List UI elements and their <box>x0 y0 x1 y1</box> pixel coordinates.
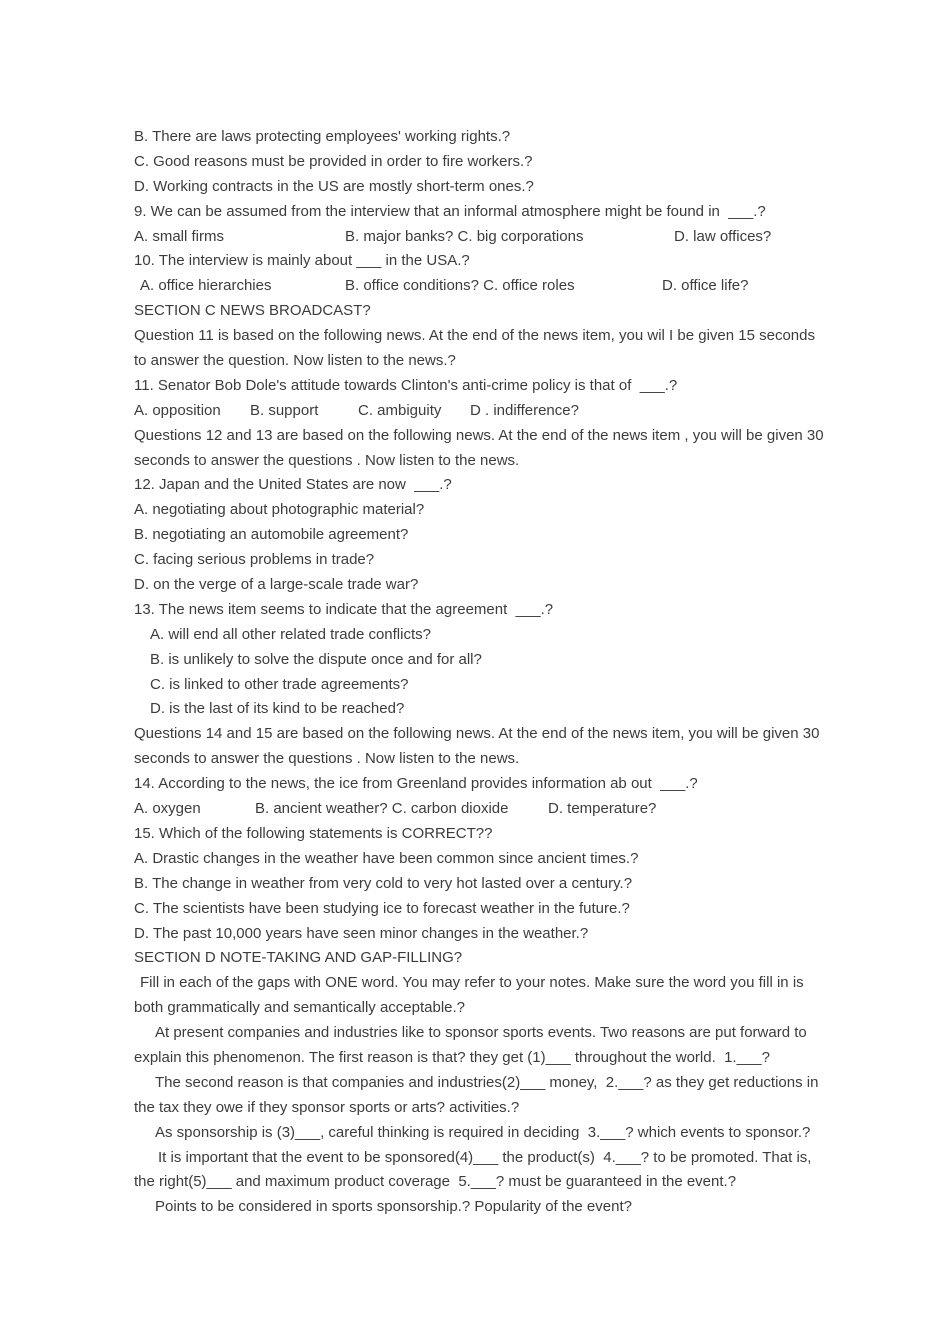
text-line: At present companies and industries like to sponsor sports events. Two reasons are put forward to <box>155 1024 807 1042</box>
option-text: B. office conditions? C. office roles <box>345 277 575 295</box>
text-line: Points to be considered in sports sponsorship.? Popularity of the event? <box>155 1198 632 1216</box>
text-line: 9. We can be assumed from the interview that an informal atmosphere might be found in ___.? <box>134 202 766 220</box>
option-text: D. law offices? <box>674 227 772 245</box>
text-line: 15. Which of the following statements is CORRECT?? <box>134 824 493 842</box>
document-body <box>134 125 834 1220</box>
text-line: Questions 12 and 13 are based on the following news. At the end of the news item , you will be given 30 <box>134 426 824 444</box>
text-line: 12. Japan and the United States are now ___.? <box>134 476 452 494</box>
text-line: C. facing serious problems in trade? <box>134 551 375 569</box>
option-text: A. office hierarchies <box>140 277 272 295</box>
option-text: A. small firms <box>134 227 224 245</box>
option-text: D. temperature? <box>548 800 657 818</box>
text-line: A. will end all other related trade conflicts? <box>150 625 431 643</box>
text-line: Questions 14 and 15 are based on the following news. At the end of the news item, you will be given 30 <box>134 725 820 743</box>
text-line: B. is unlikely to solve the dispute once and for all? <box>150 650 482 668</box>
option-row <box>134 225 834 250</box>
option-row <box>134 797 834 822</box>
text-line: The second reason is that companies and industries(2)___ money, 2.___? as they get reductions in <box>155 1073 819 1091</box>
option-text: D . indifference? <box>470 401 579 419</box>
text-line: D. on the verge of a large-scale trade war? <box>134 576 419 594</box>
text-line: B. There are laws protecting employees' working rights.? <box>134 128 511 145</box>
option-row <box>134 399 834 424</box>
text-line: B. negotiating an automobile agreement? <box>134 526 409 544</box>
text-line: C. Good reasons must be provided in order to fire workers.? <box>134 152 533 170</box>
text-line: SECTION C NEWS BROADCAST? <box>134 302 371 320</box>
text-line: 13. The news item seems to indicate that the agreement ___.? <box>134 600 554 618</box>
text-line: to answer the question. Now listen to the news.? <box>134 352 456 370</box>
text-line: As sponsorship is (3)___, careful thinking is required in deciding 3.___? which events to sponsor.? <box>155 1123 811 1141</box>
text-line: the right(5)___ and maximum product coverage 5.___? must be guaranteed in the event.? <box>134 1173 737 1191</box>
option-text: D. office life? <box>662 277 749 295</box>
text-line: D. is the last of its kind to be reached? <box>150 700 405 718</box>
text-line: 10. The interview is mainly about ___ in the USA.? <box>134 252 470 270</box>
text-line: Fill in each of the gaps with ONE word. You may refer to your notes. Make sure the word you fill in is <box>140 974 804 992</box>
text-line: the tax they owe if they sponsor sports or arts? activities.? <box>134 1098 520 1116</box>
text-line: Question 11 is based on the following news. At the end of the news item, you wil I be given 15 seconds <box>134 327 815 345</box>
text-line: SECTION D NOTE-TAKING AND GAP-FILLING? <box>134 949 463 967</box>
text-line: 11. Senator Bob Dole's attitude towards Clinton's anti-crime policy is that of ___.? <box>134 376 678 394</box>
text-line: 14. According to the news, the ice from Greenland provides information ab out ___.? <box>134 775 698 793</box>
text-line: seconds to answer the questions . Now listen to the news. <box>134 750 520 768</box>
text-line: A. Drastic changes in the weather have been common since ancient times.? <box>134 849 639 867</box>
option-text: A. oxygen <box>134 800 201 818</box>
text-line: D. Working contracts in the US are mostly short-term ones.? <box>134 177 534 195</box>
option-text: A. opposition <box>134 401 221 419</box>
text-line: B. The change in weather from very cold to very hot lasted over a century.? <box>134 874 633 892</box>
text-line: seconds to answer the questions . Now listen to the news. <box>134 451 520 469</box>
text-line: C. is linked to other trade agreements? <box>150 675 409 693</box>
option-row <box>134 274 834 299</box>
text-line: It is important that the event to be sponsored(4)___ the product(s) 4.___? to be promoted. That is, <box>158 1148 812 1166</box>
text-line: A. negotiating about photographic material? <box>134 501 425 519</box>
text-line: C. The scientists have been studying ice to forecast weather in the future.? <box>134 899 630 917</box>
option-text: B. support <box>250 401 319 419</box>
text-line: D. The past 10,000 years have seen minor changes in the weather.? <box>134 924 589 942</box>
option-text: B. major banks? C. big corporations <box>345 227 584 245</box>
option-text: C. ambiguity <box>358 401 442 419</box>
text-line: both grammatically and semantically acceptable.? <box>134 999 466 1017</box>
option-text: B. ancient weather? C. carbon dioxide <box>255 800 509 818</box>
text-line: explain this phenomenon. The first reason is that? they get (1)___ throughout the world. 1.___? <box>134 1048 770 1066</box>
